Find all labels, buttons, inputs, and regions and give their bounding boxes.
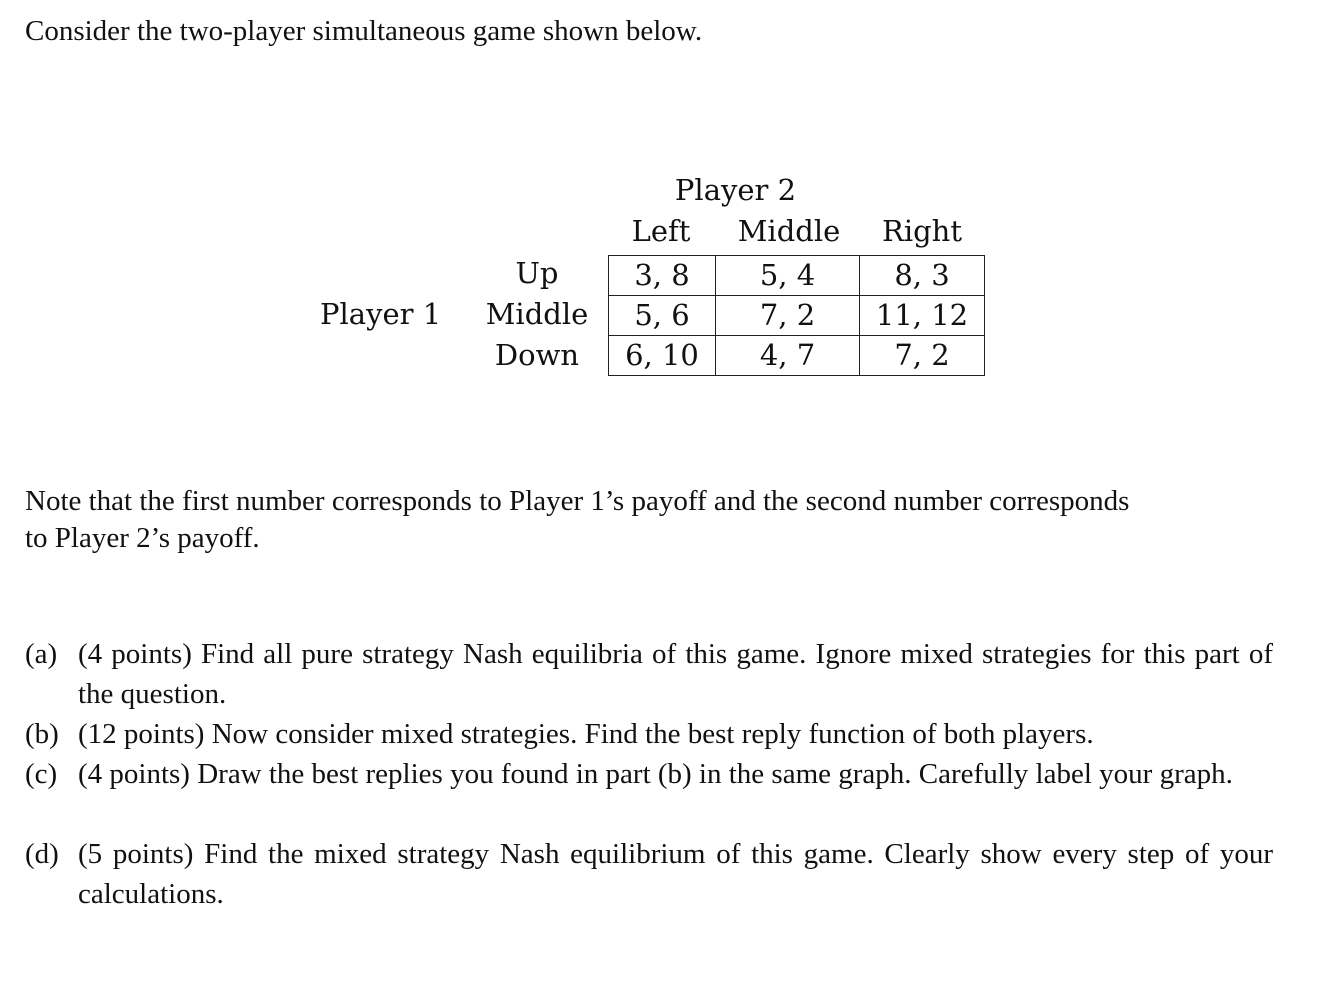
payoff-cell: 8, 3 (860, 256, 985, 296)
question-a-label: (a) (25, 638, 58, 670)
table-row (609, 296, 985, 336)
col-header-middle: Middle (737, 214, 841, 248)
table-row (609, 256, 985, 296)
payoff-cell: 4, 7 (716, 336, 860, 376)
payoff-cell: 7, 2 (716, 296, 860, 336)
payoff-cell: 6, 10 (609, 336, 716, 376)
player2-label: Player 2 (674, 173, 797, 207)
payoff-cell: 11, 12 (860, 296, 985, 336)
question-d-label: (d) (25, 838, 59, 870)
row-label-middle: Middle (485, 297, 589, 331)
payoff-matrix (608, 255, 985, 376)
payoff-cell: 5, 4 (716, 256, 860, 296)
payoff-cell: 7, 2 (860, 336, 985, 376)
payoff-cell: 3, 8 (609, 256, 716, 296)
question-b-text: (12 points) Now consider mixed strategies. Find the best reply function of both players. (78, 718, 1094, 750)
question-c-label: (c) (25, 758, 58, 790)
row-label-down: Down (494, 338, 580, 372)
row-label-up: Up (515, 256, 559, 290)
intro-text: Consider the two-player simultaneous game shown below. (25, 15, 703, 47)
question-c-text: (4 points) Draw the best replies you found in part (b) in the same graph. Carefully label your graph. (78, 758, 1233, 790)
question-b-label: (b) (25, 718, 59, 750)
col-header-right: Right (881, 214, 962, 248)
table-row (609, 336, 985, 376)
note-line-2: to Player 2’s payoff. (25, 522, 260, 554)
col-header-left: Left (631, 214, 691, 248)
question-d-text: (5 points) Find the mixed strategy Nash equilibrium of this game. Clearly show every step of your calculations. (78, 838, 1273, 910)
payoff-cell: 5, 6 (609, 296, 716, 336)
question-a-text: (4 points) Find all pure strategy Nash equilibria of this game. Ignore mixed strategies for this part of the question. (78, 638, 1273, 710)
note-line-1: Note that the first number corresponds to Player 1’s payoff and the second number corresponds (25, 485, 1130, 517)
player1-label: Player 1 (320, 297, 442, 331)
